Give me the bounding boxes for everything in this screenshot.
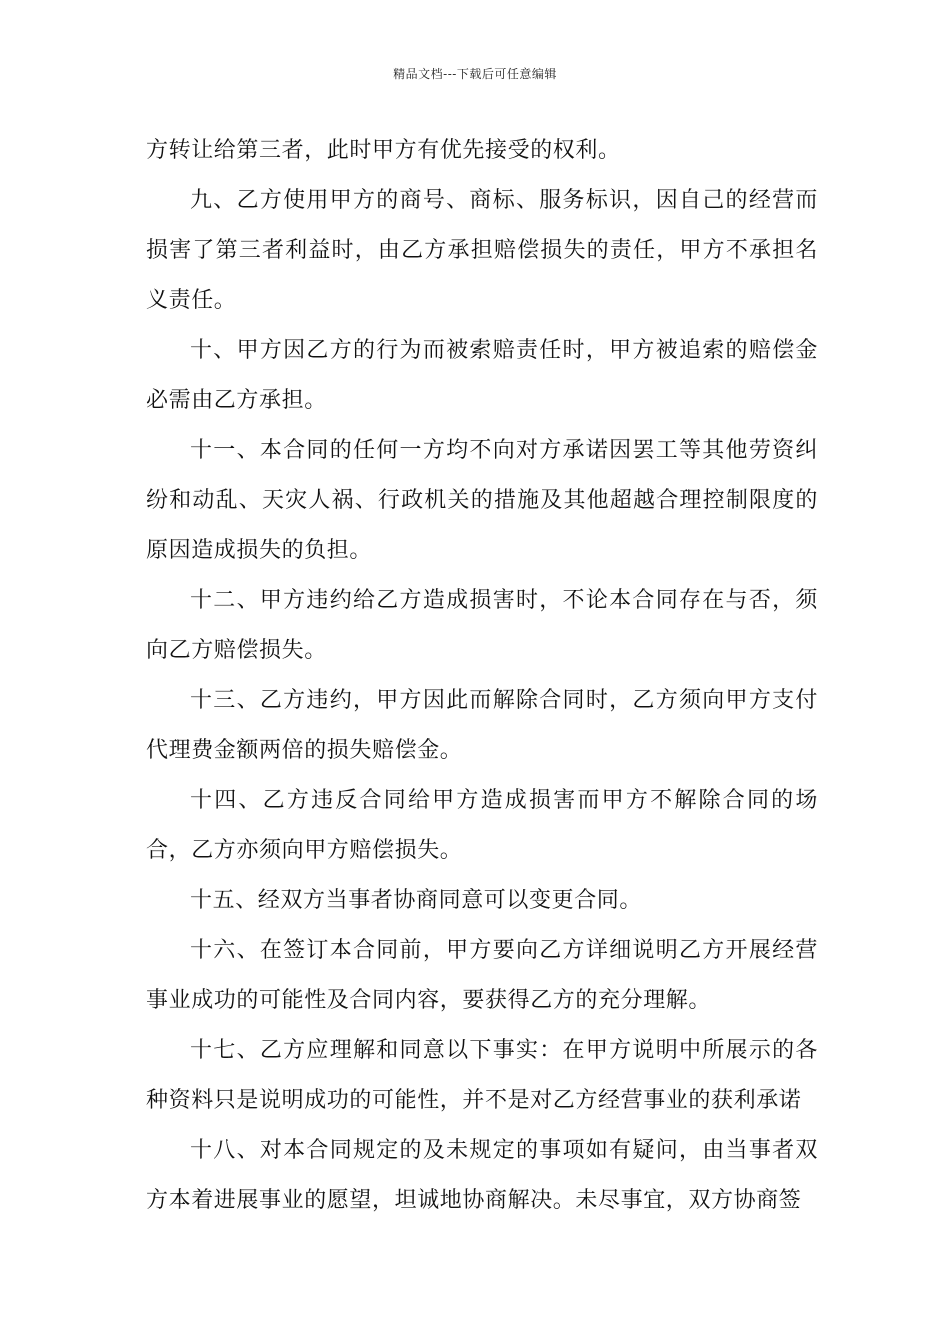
paragraph-clause-15: 十五、经双方当事者协商同意可以变更合同。 — [190, 888, 643, 913]
paragraph-clause-10: 十、甲方因乙方的行为而被索赔责任时，甲方被追索的赔偿金必需由乙方承担。 — [146, 338, 818, 413]
paragraph-clause-11: 十一、本合同的任何一方均不向对方承诺因罢工等其他劳资纠纷和动乱、天灾人祸、行政机关的措施及其他超越合理控制限度的原因造成损失的负担。 — [146, 438, 818, 563]
paragraph-clause-17: 十七、乙方应理解和同意以下事实：在甲方说明中所展示的各种资料只是说明成功的可能性，并不是对乙方经营事业的获利承诺 — [146, 1038, 818, 1113]
paragraph-clause-18: 十八、对本合同规定的及未规定的事项如有疑问，由当事者双方本着进展事业的愿望，坦诚地协商解决。未尽事宜，双方协商签 — [146, 1138, 818, 1213]
paragraph-continuation: 方转让给第三者，此时甲方有优先接受的权利。 — [146, 138, 621, 163]
page-header: 精品文档---下载后可任意编辑 — [393, 67, 557, 81]
paragraph-clause-16: 十六、在签订本合同前，甲方要向乙方详细说明乙方开展经营事业成功的可能性及合同内容，要获得乙方的充分理解。 — [146, 938, 818, 1013]
paragraph-clause-9: 九、乙方使用甲方的商号、商标、服务标识，因自己的经营而损害了第三者利益时，由乙方承担赔偿损失的责任，甲方不承担名义责任。 — [146, 188, 818, 313]
paragraph-clause-13: 十三、乙方违约，甲方因此而解除合同时，乙方须向甲方支付代理费金额两倍的损失赔偿金。 — [146, 688, 818, 763]
paragraph-clause-12: 十二、甲方违约给乙方造成损害时，不论本合同存在与否，须向乙方赔偿损失。 — [146, 588, 818, 663]
paragraph-clause-14: 十四、乙方违反合同给甲方造成损害而甲方不解除合同的场合，乙方亦须向甲方赔偿损失。 — [146, 788, 818, 863]
document-body — [146, 126, 818, 1226]
